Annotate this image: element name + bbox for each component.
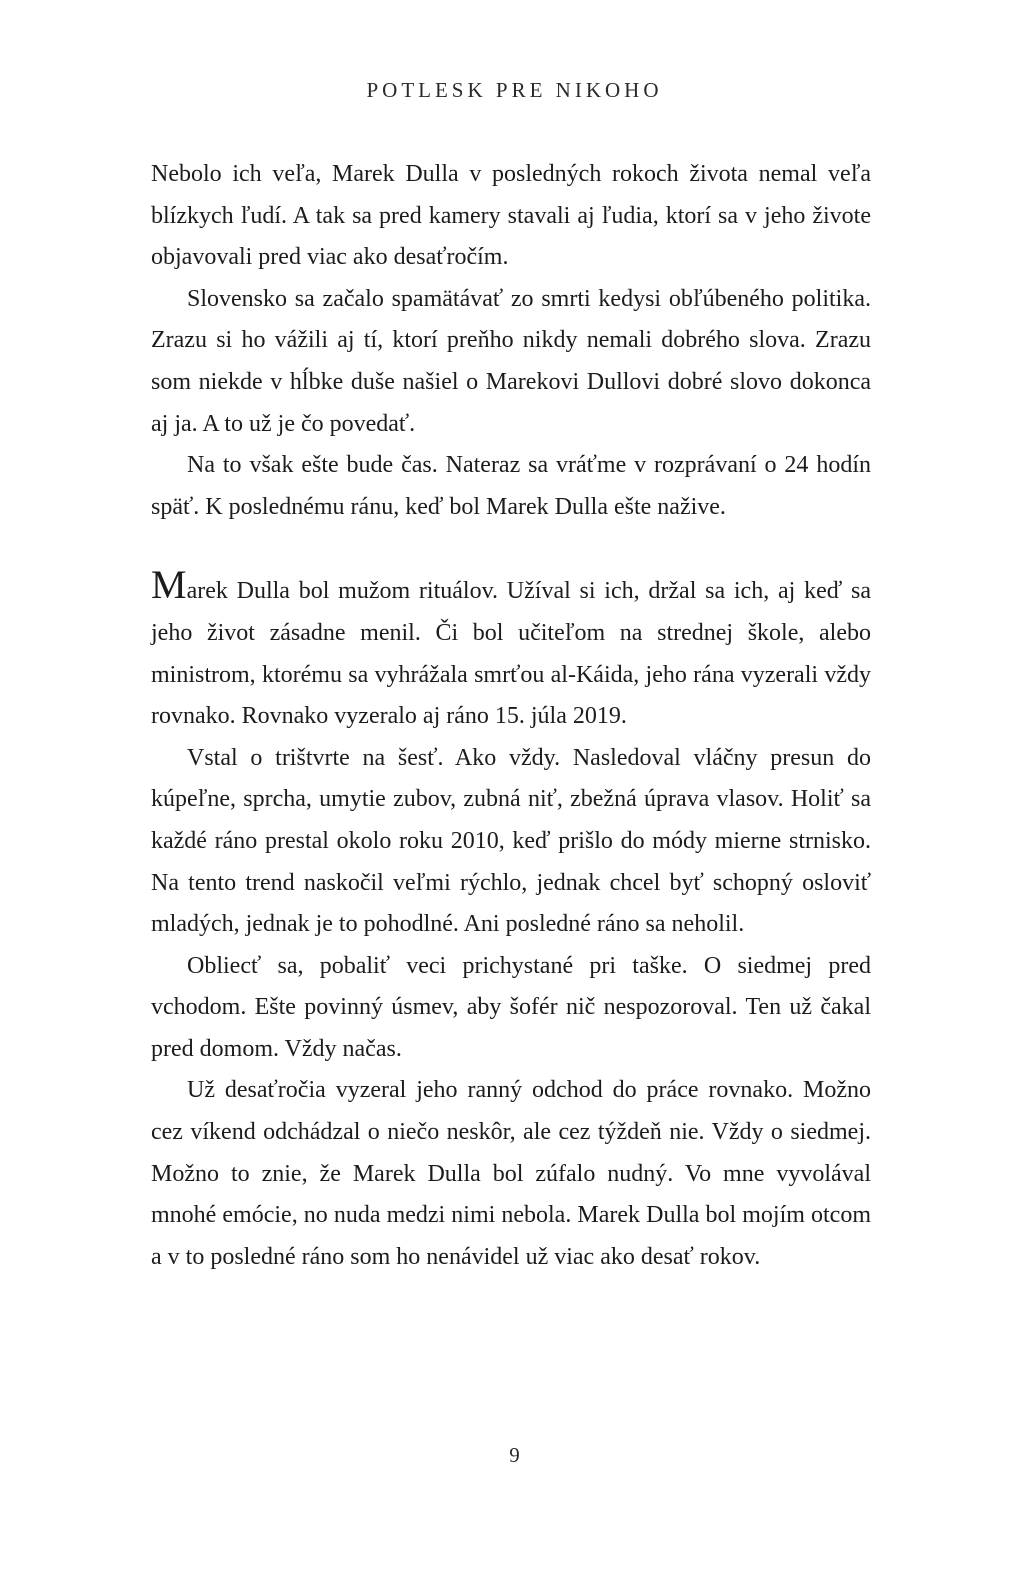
page-number: 9 (509, 1443, 520, 1467)
paragraph-7: Už desaťročia vyzeral jeho ranný odchod do práce rovnako. Možno cez víkend odchádzal o niečo neskôr, ale cez týždeň nie. Vždy o siedmej. Možno to znie, že Marek Dulla bol zúfalo nudný. Vo mne vyvolával mnohé emócie, no nuda medzi nimi nebola. Marek Dulla bol mojím otcom a v to posledné ráno som ho nenávidel už viac ako desať rokov. (151, 1077, 871, 1270)
paragraph-1: Nebolo ich veľa, Marek Dulla v posledných rokoch života nemal veľa blízkych ľudí. A tak sa pred kamery stavali aj ľudia, ktorí sa v jeho živote objavovali pred viac ako desaťročím. (151, 161, 871, 271)
paragraph-5: Vstal o trištvrte na šesť. Ako vždy. Nasledoval vláčny presun do kúpeľne, sprcha, umytie zubov, zubná niť, zbežná úprava vlasov. Holiť sa každé ráno prestal okolo roku 2010, keď prišlo do módy mierne strnisko. Na tento trend naskočil veľmi rýchlo, jednak chcel byť schopný osloviť mladých, jednak je to pohodlné. Ani posledné ráno sa neholil. (151, 744, 871, 938)
paragraph-4-text: arek Dulla bol mužom rituálov. Užíval si ich, držal sa ich, aj keď sa jeho život zásadne menil. Či bol učiteľom na strednej škole, alebo ministrom, ktorému sa vyhrážala smrťou al-Káida, jeho rána vyzerali vždy rovnako. Rovnako vyzeralo aj ráno 15. júla 2019. (151, 578, 871, 730)
drop-cap: M (151, 562, 187, 608)
body-text (151, 154, 871, 1278)
paragraph-4 (151, 562, 871, 737)
paragraph-6: Obliecť sa, pobaliť veci prichystané pri taške. O siedmej pred vchodom. Ešte povinný úsmev, aby šofér nič nespozoroval. Ten už čakal pred domom. Vždy načas. (151, 952, 871, 1062)
paragraph-3: Na to však ešte bude čas. Nateraz sa vráťme v rozprávaní o 24 hodín späť. K poslednému ránu, keď bol Marek Dulla ešte nažive. (151, 452, 871, 520)
paragraph-2: Slovensko sa začalo spamätávať zo smrti kedysi obľúbeného politika. Zrazu si ho vážili aj tí, ktorí preňho nikdy nemali dobrého slova. Zrazu som niekde v hĺbke duše našiel o Marekovi Dullovi dobré slovo dokonca aj ja. A to už je čo povedať. (151, 285, 871, 437)
running-head: POTLESK PRE NIKOHO (366, 78, 663, 102)
section-break (151, 528, 871, 565)
